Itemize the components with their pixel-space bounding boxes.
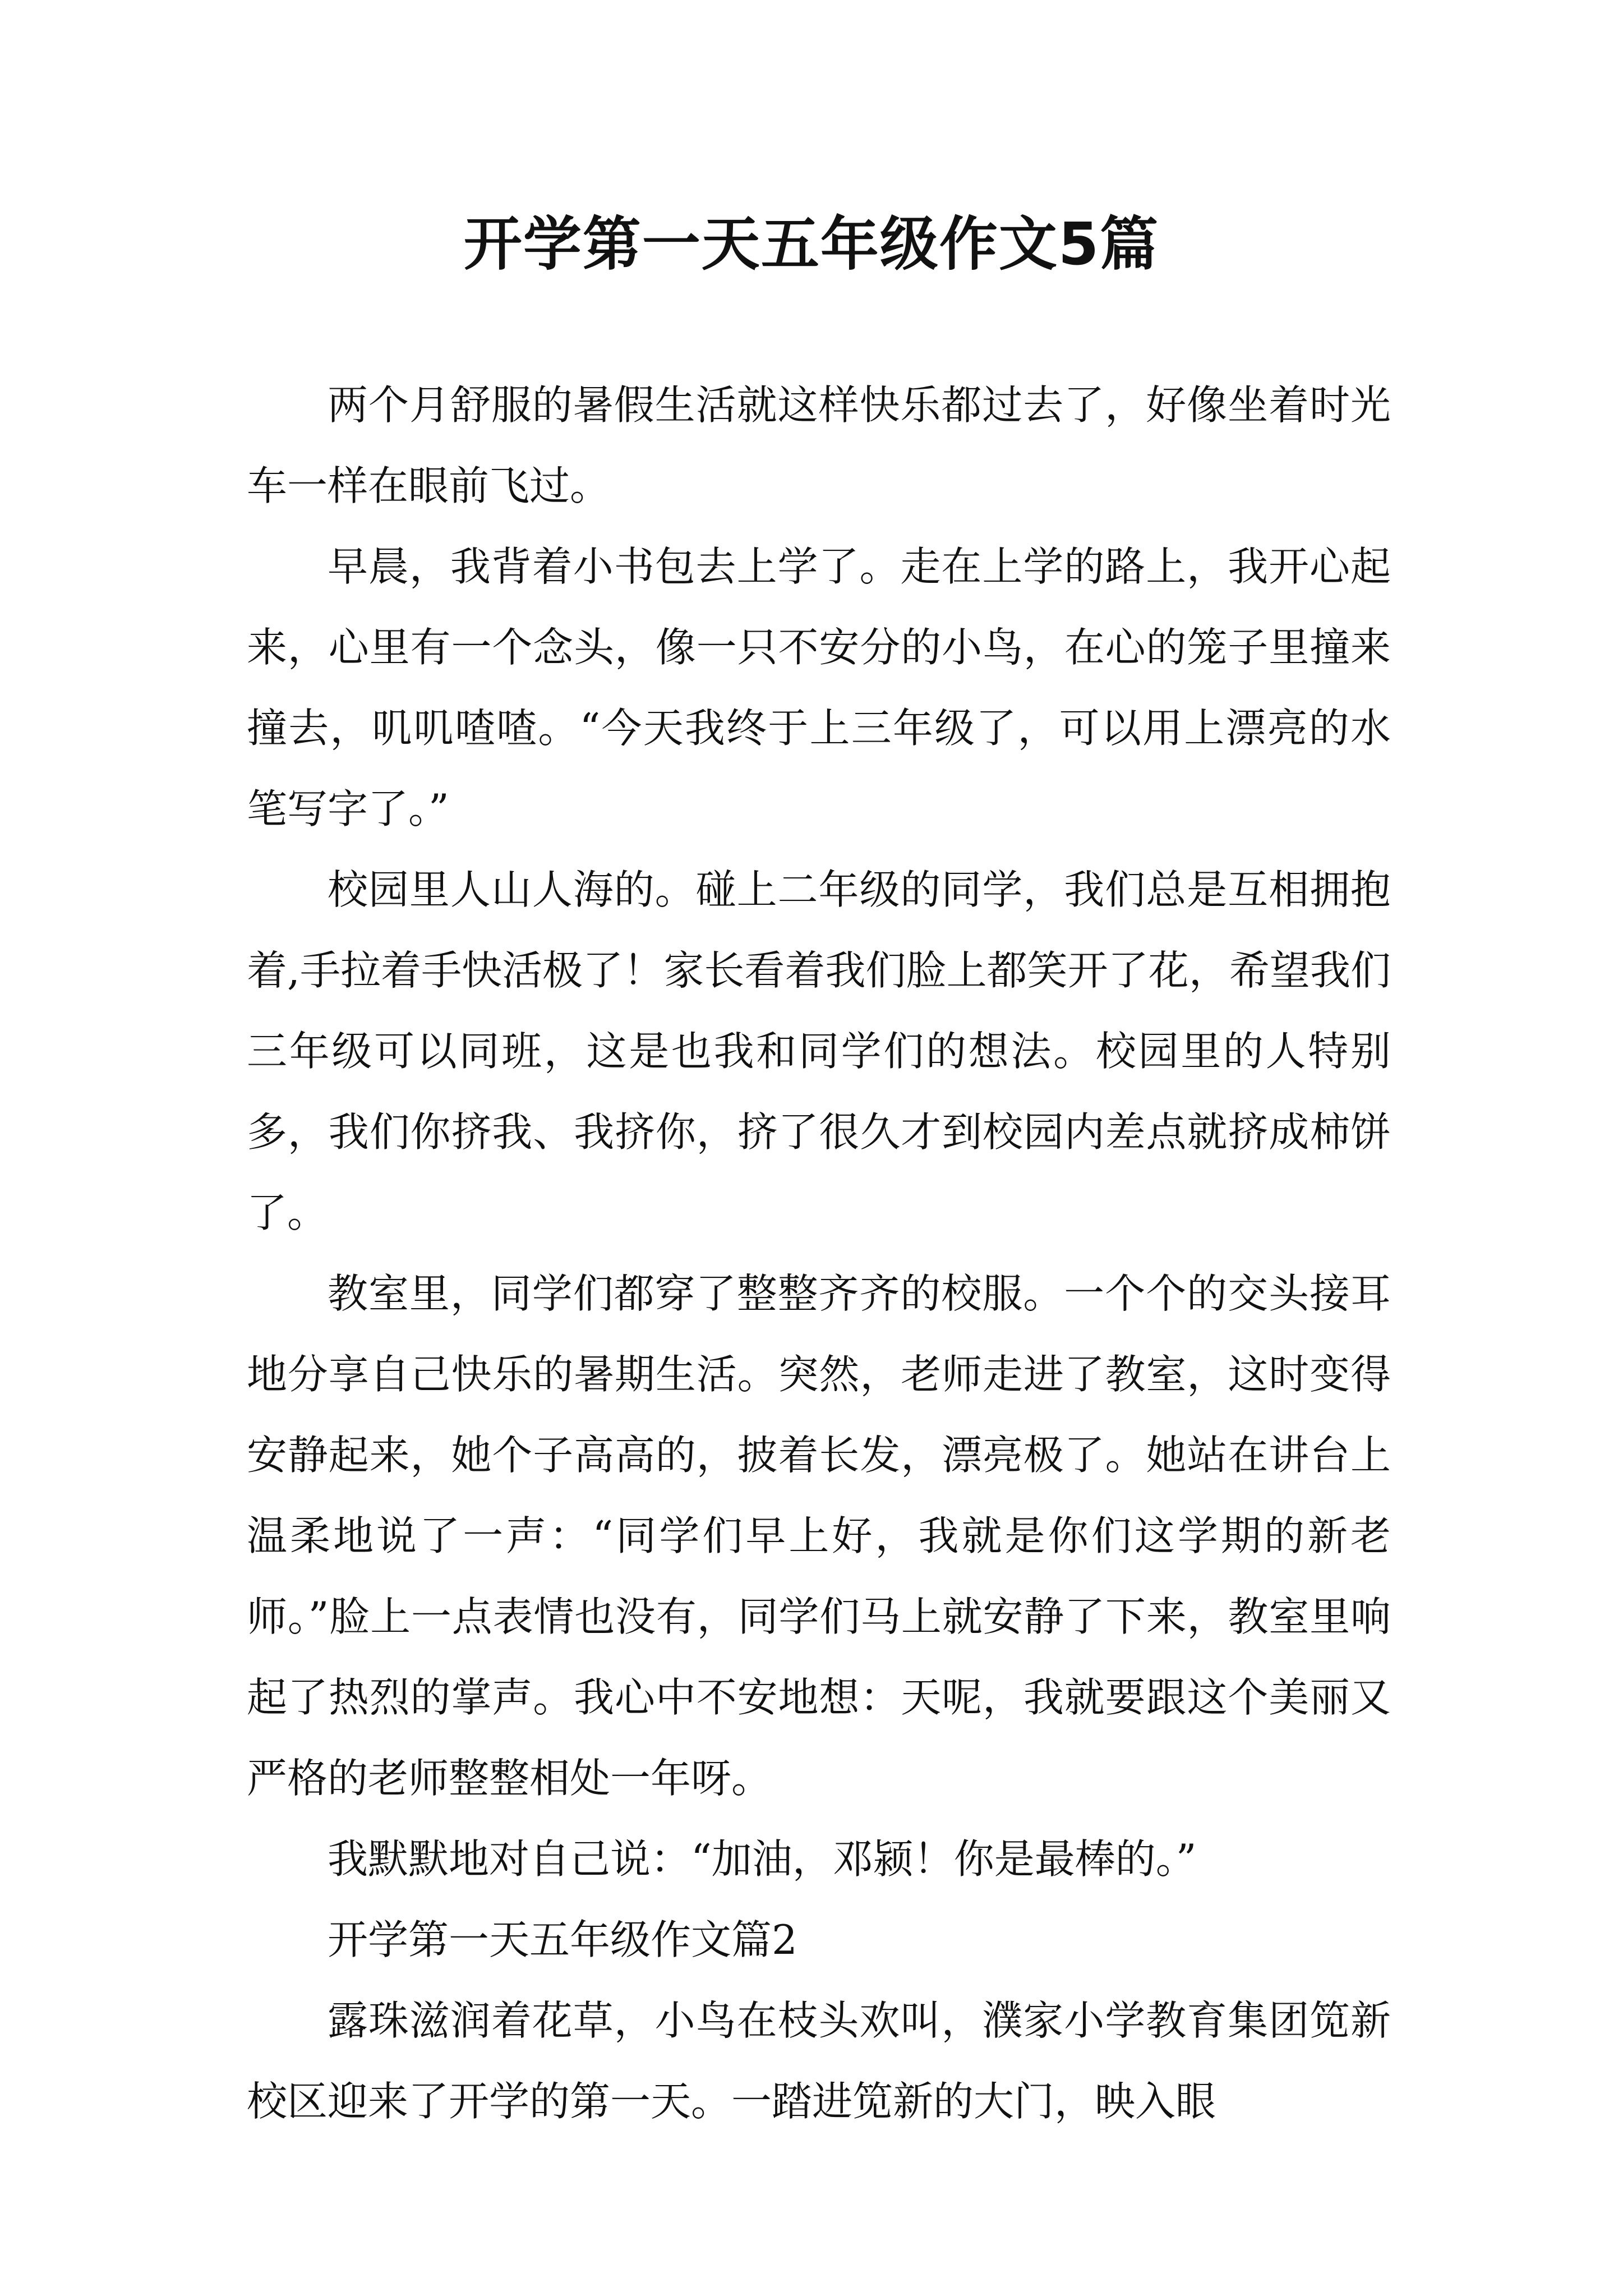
paragraph: 校园里人山人海的。碰上二年级的同学，我们总是互相拥抱着,手拉着手快活极了！家长看着我们脸上都笑开了花，希望我们三年级可以同班，这是也我和同学们的想法。校园里的人特别多，我们你挤我、我挤你，挤了很久才到校园内差点就挤成柿饼了。 xyxy=(247,866,1391,1236)
paragraph: 露珠滋润着花草，小鸟在枝头欢叫，濮家小学教育集团笕新校区迎来了开学的第一天。一踏进笕新的大门，映入眼 xyxy=(247,1997,1391,2125)
paragraph: 两个月舒服的暑假生活就这样快乐都过去了，好像坐着时光车一样在眼前飞过。 xyxy=(247,381,1391,509)
section-heading: 开学第一天五年级作文篇2 xyxy=(328,1916,797,1963)
paragraph: 早晨，我背着小书包去上学了。走在上学的路上，我开心起来，心里有一个念头，像一只不安分的小鸟，在心的笼子里撞来撞去，叽叽喳喳。“今天我终于上三年级了，可以用上漂亮的水笔写字了。” xyxy=(247,543,1391,832)
document-title: 开学第一天五年级作文5篇 xyxy=(463,210,1160,278)
document-body xyxy=(247,365,1391,2142)
paragraph: 我默默地对自己说：“加油，邓颍！你是最棒的。” xyxy=(328,1835,1197,1883)
paragraph: 教室里，同学们都穿了整整齐齐的校服。一个个的交头接耳地分享自己快乐的暑期生活。突然，老师走进了教室，这时变得安静起来，她个子高高的，披着长发，漂亮极了。她站在讲台上温柔地说了一声：“同学们早上好，我就是你们这学期的新老师。”脸上一点表情也没有，同学们马上就安静了下来，教室里响起了热烈的掌声。我心中不安地想：天呢，我就要跟这个美丽又严格的老师整整相处一年呀。 xyxy=(247,1270,1391,1802)
